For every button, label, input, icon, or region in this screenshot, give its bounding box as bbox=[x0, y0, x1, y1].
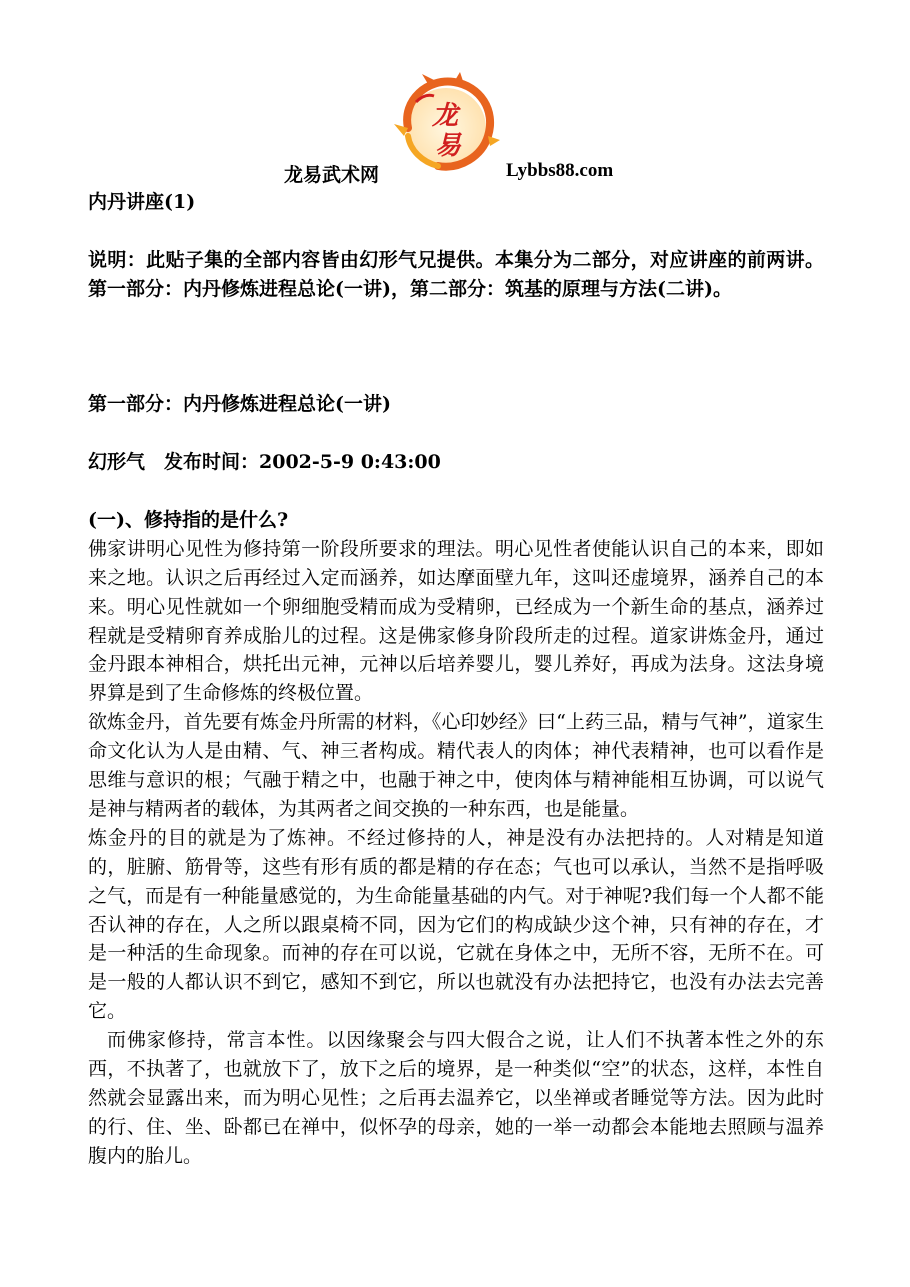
body-paragraph: 佛家讲明心见性为修持第一阶段所要求的理法。明心见性者使能认识自己的本来，即如来之地。认识之后再经过入定而涵养，如达摩面壁九年，这叫还虚境界，涵养自己的本来。明心见性就如一个卵细胞受精而成为受精卵，已经成为一个新生命的基点，涵养过程就是受精卵育养成胎儿的过程。这是佛家修身阶段所走的过程。道家讲炼金丹，通过金丹跟本神相合，烘托出元神，元神以后培养婴儿，婴儿养好，再成为法身。这法身境界算是到了生命修炼的终极位置。 bbox=[88, 537, 824, 705]
section1-heading: (一)、修持指的是什么? bbox=[88, 508, 289, 531]
document-title: 内丹讲座(1) bbox=[88, 191, 196, 213]
body-paragraph: 炼金丹的目的就是为了炼神。不经过修持的人，神是没有办法把持的。人对精是知道的，脏腑、筋骨等，这些有形有质的都是精的存在态；气也可以承认，当然不是指呼吸之气，而是有一种能量感觉的，为生命能量基础的内气。对于神呢?我们每一个人都不能否认神的存在，人之所以跟桌椅不同，因为它们的构成缺少这个神，只有神的存在，才是一种活的生命现象。而神的存在可以说，它就在身体之中，无所不容，无所不在。可是一般的人都认识不到它，感知不到它，所以也就没有办法把持它，也没有办法去完善它。 bbox=[88, 826, 824, 1023]
body-paragraph: 而佛家修持，常言本性。以因缘聚会与四大假合之说，让人们不执著本性之外的东西，不执著了，也就放下了，放下之后的境界，是一种类似“空”的状态，这样，本性自然就会显露出来，而为明心见性；之后再去温养它，以坐禅或者睡觉等方法。因为此时的行、住、坐、卧都已在禅中，似怀孕的母亲，她的一举一动都会本能地去照顾与温养腹内的胎儿。 bbox=[88, 1029, 824, 1167]
body-paragraph: 欲炼金丹，首先要有炼金丹所需的材料，《心印妙经》曰“上药三品，精与气神”，道家生命文化认为人是由精、气、神三者构成。精代表人的肉体；神代表精神，也可以看作是思维与意识的根；气融于精之中，也融于神之中，使肉体与精神能相互协调，可以说气是神与精两者的载体，为其两者之间交换的一种东西，也是能量。 bbox=[88, 711, 824, 820]
logo-text-bottom: 易 bbox=[434, 131, 462, 161]
spacer bbox=[88, 361, 824, 390]
intro-paragraph: 说明：此贴子集的全部内容皆由幻形气兄提供。本集分为二部分，对应讲座的前两讲。第一部分：内丹修炼进程总论(一讲)，第二部分：筑基的原理与方法(二讲)。 bbox=[88, 248, 824, 300]
site-header bbox=[0, 160, 910, 186]
spacer bbox=[88, 477, 824, 506]
document-body bbox=[88, 188, 824, 1171]
spacer bbox=[88, 217, 824, 246]
spacer bbox=[88, 304, 824, 362]
site-domain: Lybbs88.com bbox=[506, 160, 614, 181]
site-name: 龙易武术网 bbox=[284, 164, 380, 186]
part1-heading: 第一部分：内丹修炼进程总论(一讲) bbox=[88, 393, 391, 416]
byline: 幻形气 发布时间：2002-5-9 0:43:00 bbox=[88, 451, 441, 474]
spacer bbox=[88, 419, 824, 448]
logo-text-top: 龙 bbox=[431, 101, 459, 131]
